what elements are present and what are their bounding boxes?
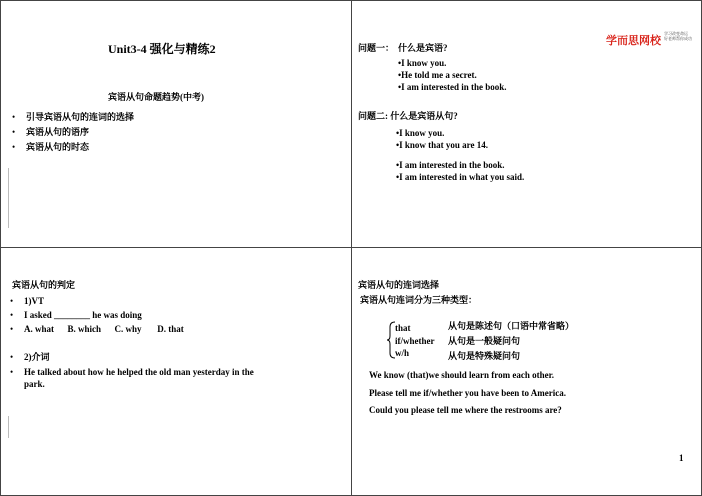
question-2-title: 问题二: 什么是宾语从句?: [358, 111, 458, 121]
slide-4: [352, 248, 702, 495]
conjunction: w/h: [395, 348, 410, 358]
conjunction-description: 从句是特殊疑问句: [448, 351, 521, 361]
question-1-label: 问题一：: [358, 43, 395, 53]
question-1-text: 什么是宾语?: [398, 43, 448, 53]
example-line: •I am interested in the book.: [396, 160, 505, 170]
bullet-item: • 2)介词: [24, 352, 50, 363]
example-line: •I know you.: [396, 128, 445, 138]
margin-mark: [8, 416, 9, 438]
slide-2: [352, 0, 702, 247]
slide-title: Unit3-4 强化与精练2: [108, 42, 216, 56]
example-sentence: Please tell me if/whether you have been to America.: [369, 388, 567, 398]
bullet-item: • 1)VT: [24, 296, 44, 307]
conjunction-description: 从句是一般疑问句: [448, 336, 521, 346]
margin-mark: [8, 168, 9, 228]
example-line: •He told me a secret.: [398, 70, 477, 80]
bullet-item: • He talked about how he helped the old man yesterday in the: [24, 367, 254, 378]
page-number: 1: [679, 453, 684, 463]
example-sentence: Could you please tell me where the restrooms are?: [369, 405, 562, 415]
bullet-continuation: park.: [24, 379, 45, 389]
example-line: •I am interested in the book.: [398, 82, 507, 92]
example-line: •I know that you are 14.: [396, 140, 488, 150]
bullet-item: • 引导宾语从句的连词的选择: [26, 112, 134, 123]
example-sentence: We know (that)we should learn from each other.: [369, 370, 554, 380]
section-subheading: 宾语从句连词分为三种类型：: [360, 295, 478, 305]
example-line: •I am interested in what you said.: [396, 172, 525, 182]
conjunction: if/whether: [395, 336, 435, 346]
logo-tagline-2: 好老师帮你成功: [664, 36, 692, 41]
school-logo: [606, 31, 692, 49]
bullet-item: • 宾语从句的语序: [26, 127, 89, 138]
logo-text: 学而思网校: [606, 34, 661, 47]
section-heading: 宾语从句的判定: [12, 280, 76, 290]
conjunction: that: [395, 323, 411, 333]
bullet-item: • A. what B. which C. why D. that: [24, 324, 184, 335]
bullet-item: • I asked ________ he was doing: [24, 310, 142, 321]
slide-3: [0, 248, 351, 495]
example-line: •I know you.: [398, 58, 447, 68]
logo-tagline: [664, 31, 692, 41]
bullet-item: • 宾语从句的时态: [26, 142, 89, 153]
slide-subtitle: 宾语从句命题趋势(中考): [108, 92, 204, 102]
slide-1: [0, 0, 351, 247]
logo-tagline-1: 学习改变命运: [664, 31, 688, 36]
section-heading: 宾语从句的连词选择: [358, 280, 440, 290]
conjunction-description: 从句是陈述句（口语中常省略）: [448, 321, 575, 331]
